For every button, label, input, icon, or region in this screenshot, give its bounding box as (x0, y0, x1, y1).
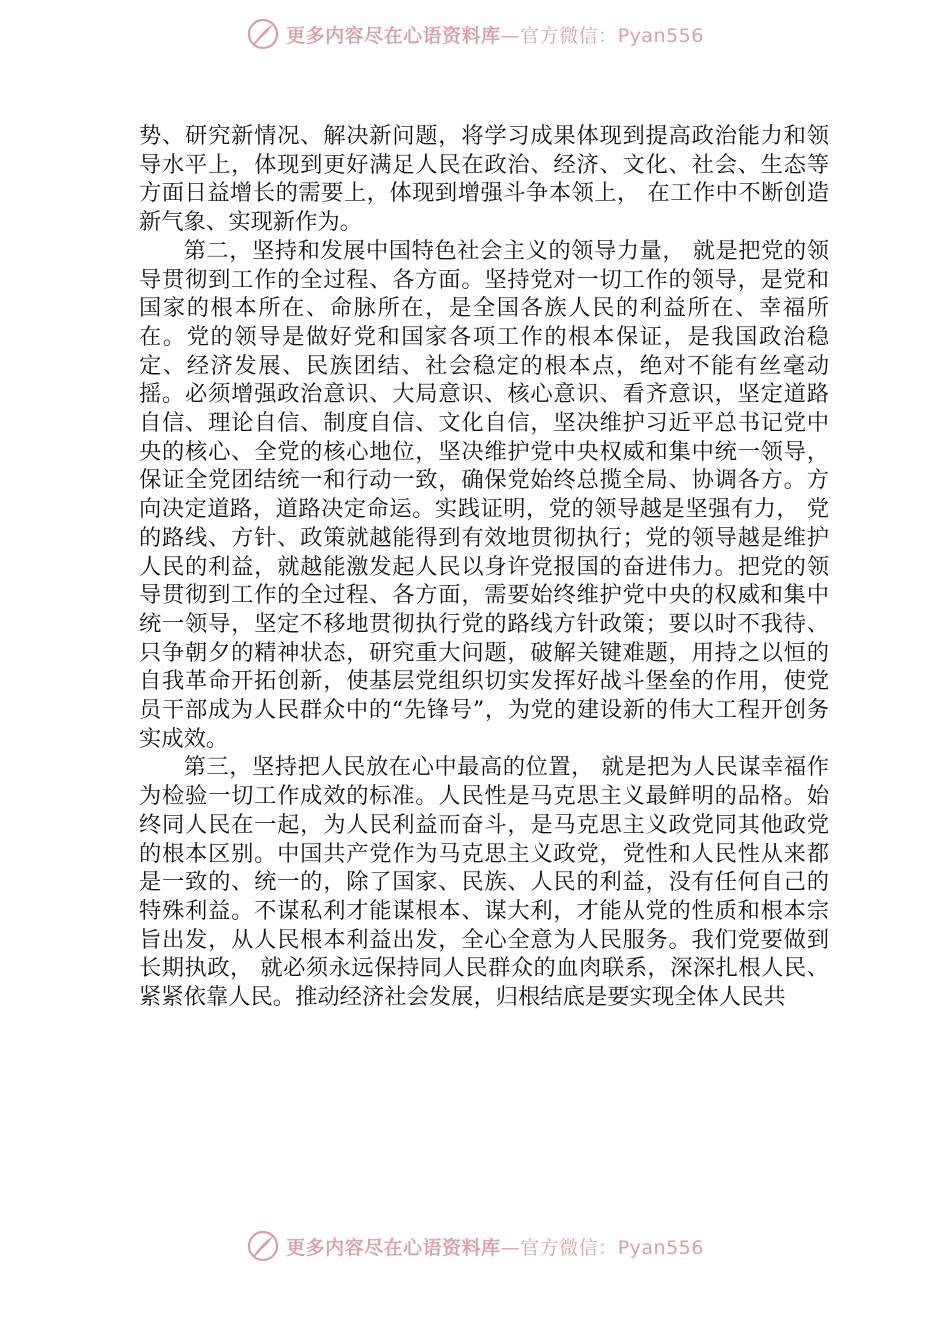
watermark-text (286, 21, 704, 48)
paragraph-1: 势、研究新情况、解决新问题，将学习成果体现到提高政治能力和领导水平上，体现到更好满足人民在政治、经济、文化、社会、生态等方面日益增长的需要上，体现到增强斗争本领上， 在工作中不断创造新气象、实现新作为。 (139, 123, 829, 236)
watermark-text (286, 1233, 704, 1260)
paragraph-2: 第二，坚持和发展中国特色社会主义的领导力量， 就是把党的领导贯彻到工作的全过程、各方面。坚持党对一切工作的领导，是党和国家的根本所在、命脉所在，是全国各族人民的利益所在、幸福所在。党的领导是做好党和国家各项工作的根本保证，是我国政治稳定、经济发展、民族团结、社会稳定的根本点，绝对不能有丝毫动摇。必须增强政治意识、大局意识、核心意识、看齐意识，坚定道路自信、理论自信、制度自信、文化自信，坚决维护习近平总书记党中央的核心、全党的核心地位，坚决维护党中央权威和集中统一领导，保证全党团结统一和行动一致，确保党始终总揽全局、协调各方。方向决定道路，道路决定命运。实践证明，党的领导越是坚强有力， 党的路线、方针、政策就越能得到有效地贯彻执行；党的领导越是维护人民的利益，就越能激发起人民以身许党报国的奋进伟力。把党的领导贯彻到工作的全过程、各方面，需要始终维护党中央的权威和集中统一领导，坚定不移地贯彻执行党的路线方针政策；要以时不我待、只争朝夕的精神状态，研究重大问题，破解关键难题，用持之以恒的自我革命开拓创新，使基层党组织切实发挥好战斗堡垒的作用，使党员干部成为人民群众中的“先锋号”，为党的建设新的伟大工程开创务实成效。 (139, 237, 829, 752)
quill-circle-logo-icon (246, 1229, 280, 1263)
watermark-brand: 更多内容尽在心语资料库 (286, 1236, 501, 1259)
watermark-wechat-label: 官方微信： (520, 24, 618, 47)
watermark-account: Pyan556 (617, 1236, 704, 1259)
paragraph-3: 第三，坚持把人民放在心中最高的位置， 就是把为人民谋幸福作为检验一切工作成效的标准。人民性是马克思主义最鲜明的品格。始终同人民在一起，为人民利益而奋斗，是马克思主义政党同其他政党的根本区别。中国共产党作为马克思主义政党，党性和人民性从来都是一致的、统一的，除了国家、民族、人民的利益，没有任何自己的特殊利益。不谋私利才能谋根本、谋大利，才能从党的性质和根本宗旨出发，从人民根本利益出发，全心全意为人民服务。我们党要做到长期执政， 就必须永远保持同人民群众的血肉联系，深深扎根人民、紧紧依靠人民。推动经济社会发展，归根结底是要实现全体人民共 (139, 754, 829, 1011)
footer-watermark (0, 1226, 950, 1266)
watermark-separator: — (500, 24, 521, 47)
watermark-account: Pyan556 (617, 24, 704, 47)
watermark-brand: 更多内容尽在心语资料库 (286, 24, 501, 47)
watermark-separator: — (500, 1236, 521, 1259)
header-watermark (0, 14, 950, 54)
quill-circle-logo-icon (246, 17, 280, 51)
watermark-wechat-label: 官方微信： (520, 1236, 618, 1259)
document-body (139, 122, 829, 1012)
